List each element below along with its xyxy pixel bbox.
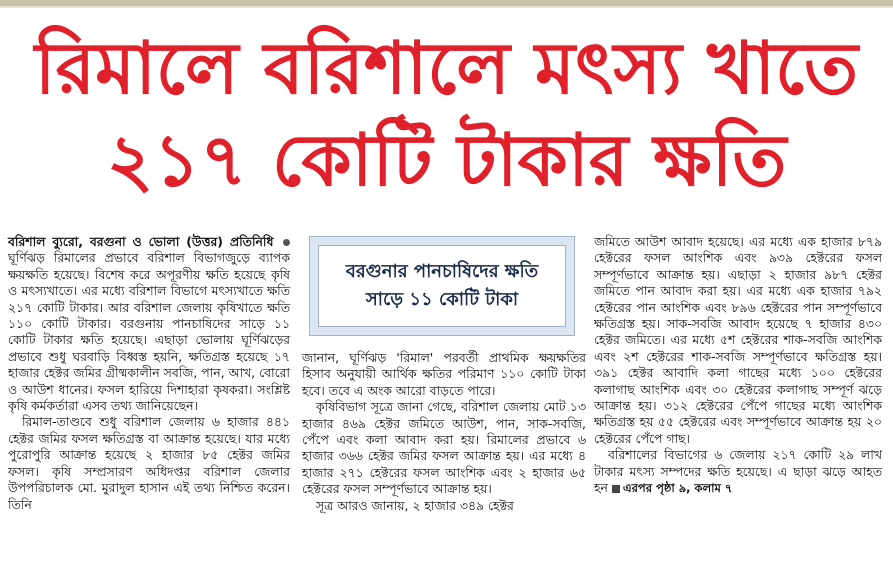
headline-line-2: ২১৭ কোটি টাকার ক্ষতি	[106, 118, 787, 202]
column-2-paragraph-1: জানান, ঘূর্ণিঝড় 'রিমাল' পরবর্তী প্রাথমিক ক্ষয়ক্ষতির হিসাব অনুযায়ী আর্থিক ক্ষতির পরিমাণ ১১০ কোটি টাকা হবে। তবে এ অংক আরো বাড়তে পারে।	[302, 350, 586, 398]
column-1	[8, 234, 290, 513]
bullet-icon	[283, 239, 290, 246]
column-1-paragraph-2: রিমাল-তাণ্ডবে শুধু বরিশাল জেলায় ৬ হাজার ৪৪১ হেক্টর জমির ফসল ক্ষতিগ্রস্ত বা আক্রান্ত হয়েছে। যার মধ্যে পুরোপুরি আক্রান্ত হয়েছে ২ হাজার ৮৫ হেক্টর জমির ফসল। কৃষি সম্প্রসারণ অধিদপ্তর বরিশাল জেলার উপপরিচালক মো. মুরাদুল হাসান এই তথ্য নিশ্চিত করেন। তিনি	[8, 414, 290, 512]
headline-line-1: রিমালে বরিশালে মৎস্য খাতে	[34, 26, 859, 110]
pull-quote-line-1: বরগুনার পানচাষিদের ক্ষতি	[345, 261, 539, 282]
top-rule-inner	[0, 6, 893, 8]
headline	[0, 22, 893, 206]
byline: বরিশাল ব্যুরো, বরগুনা ও ভোলা (উত্তর) প্রতিনিধি	[8, 234, 274, 249]
pull-quote-box	[309, 236, 575, 336]
column-2-paragraph-2: কৃষিবিভাগ সূত্রে জানা গেছে, বরিশাল জেলায় মোট ১৩ হাজার ৪৬৯ হেক্টর জমিতে আউশ, পান, সাক-সবজি, পেঁপে এবং কলা আবাদ করা হয়। রিমালের প্রভাবে ৬ হাজার ৩৬৬ হেক্টর জমির ফসল আক্রান্ত হয়। এর মধ্যে ৪ হাজার ২৭১ হেক্টরের ফসল আংশিক এবং ২ হাজার ৬৫ হেক্টরের ফসল সম্পূর্ণভাবে আক্রান্ত হয়।	[302, 399, 586, 497]
pull-quote-line-2: সাড়ে ১১ কোটি টাকা	[365, 289, 519, 310]
column-3-paragraph-1: জমিতে আউশ আবাদ হয়েছে। এর মধ্যে এক হাজার ৮৭৯ হেক্টরের ফসল আংশিক এবং ৯৩৯ হেক্টরের ফসল সম্পূর্ণভাবে আক্রান্ত হয়। এছাড়া ২ হাজার ৯৮৭ হেক্টর জমিতে পান আবাদ করা হয়। এর মধ্যে এক হাজার ৭৯২ হেক্টরের পান আংশিক এবং ৮৯৬ হেক্টরের পান সম্পূর্ণভাবে ক্ষতিগ্রস্ত হয়। সাক-সবজি আবাদ হয়েছে ৭ হাজার ৪৩০ হেক্টর জমিতে। এর মধ্যে ৫শ হেক্টরের শাক-সবজি আংশিক এবং ২শ হেক্টরের শাক-সবজি সম্পূর্ণভাবে ক্ষতিগ্রস্ত হয়। ৩৯১ হেক্টর আবাদি কলা গাছের মধ্যে ১০০ হেক্টরের কলাগাছ আংশিক এবং ৩০ হেক্টরের কলাগাছ সম্পূর্ণ ঝড়ে আক্রান্ত হয়। ৩১২ হেক্টরের পেঁপে গাছের মধ্যে আংশিক ক্ষতিগ্রস্ত হয় ৫৫ হেক্টরের এবং সম্পূর্ণভাবে আক্রান্ত হয় ২০ হেক্টরের পেঁপে গাছ।	[594, 234, 882, 446]
square-bullet-icon	[612, 485, 620, 493]
jump-label: এরপর পৃষ্ঠা ৯, কলাম ৭	[622, 481, 733, 496]
pull-quote-inner	[318, 245, 566, 327]
column-1-paragraph-1: ঘূর্ণিঝড় রিমালের প্রভাবে বরিশাল বিভাগজুড়ে ব্যাপক ক্ষয়ক্ষতি হয়েছে। বিশেষ করে অপূরণীয় ক্ষতি হয়েছে কৃষি ও মৎস্যখাতে। এর মধ্যে বরিশাল বিভাগে মৎস্যখাতে ক্ষতি ২১৭ কোটি টাকার। আর বরিশাল জেলায় কৃষিখাতে ক্ষতি ১১০ কোটি টাকার। বরগুনায় পানচাষিদের সাড়ে ১১ কোটি টাকার ক্ষতি হয়েছে। এছাড়া ভোলায় ঘূর্ণিঝড়ের প্রভাবে শুধু ঘরবাড়ি বিধ্বস্ত হয়নি, ক্ষতিগ্রস্ত হয়েছে ১৭ হাজার হেক্টর জমির গ্রীষ্মকালীন সবজি, পান, আখ, বোরো ও আউশ ধানের। ফসল হারিয়ে দিশাহারা কৃষকরা। সংশ্লিষ্ট কৃষি কর্মকর্তারা এসব তথ্য জানিয়েছেন।	[8, 250, 290, 414]
column-3	[594, 234, 882, 497]
column-3-paragraph-2: বরিশালের বিভাগের ৬ জেলায় ২১৭ কোটি ২৯ লাখ টাকার মৎস্য সম্পদের ক্ষতি হয়েছে। এ ছাড়া ঝড়ে আহত হন	[594, 447, 882, 496]
column-2	[302, 350, 586, 514]
column-2-paragraph-3: সূত্র আরও জানায়, ২ হাজার ৩৪৯ হেক্টর	[316, 497, 514, 513]
continued-jump-link[interactable]	[612, 481, 733, 495]
